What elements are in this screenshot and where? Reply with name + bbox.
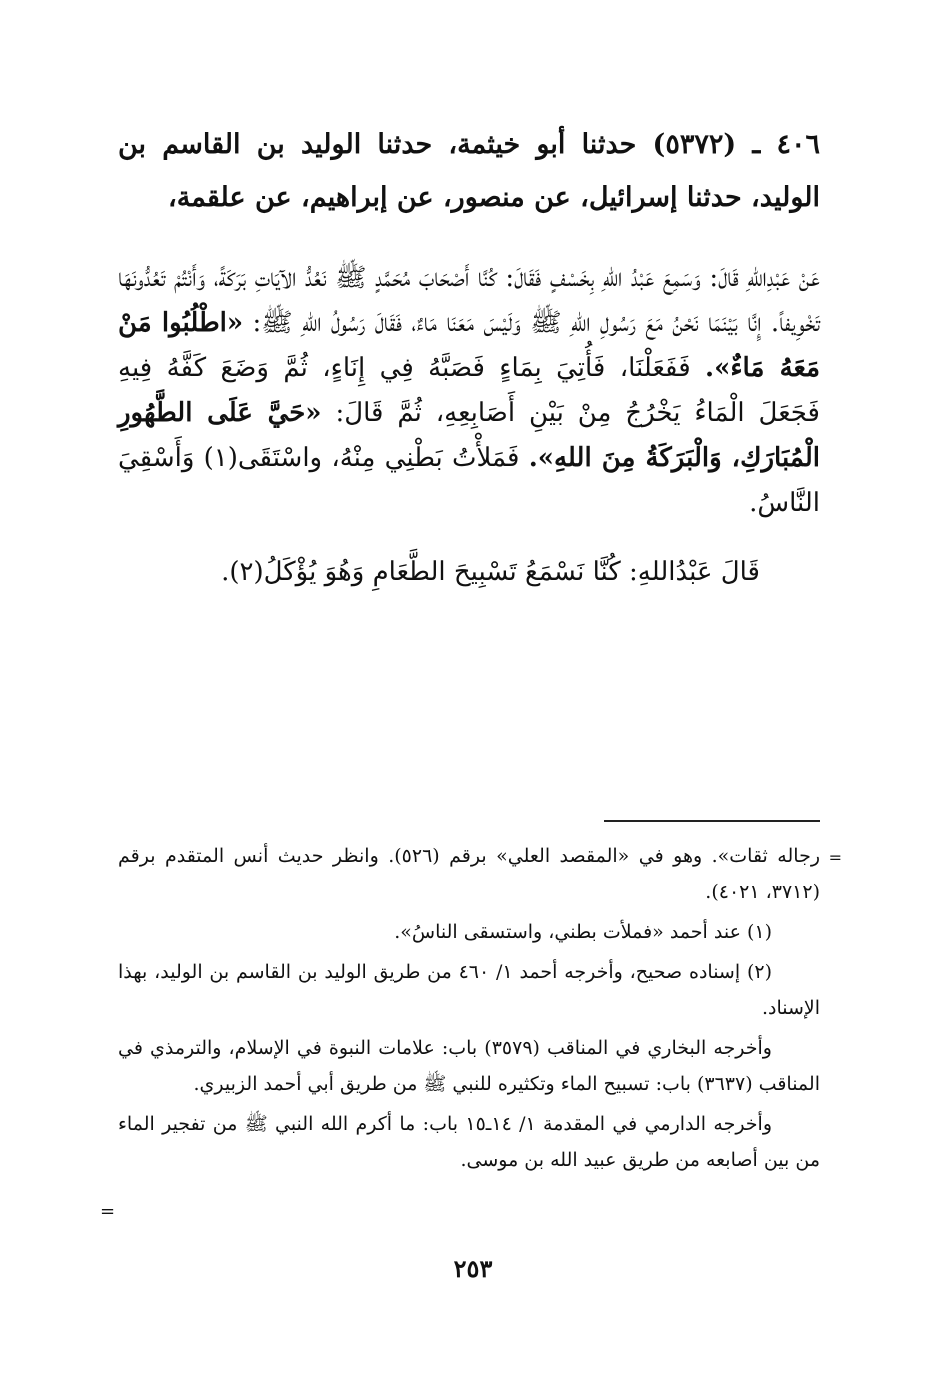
footnote-2: (٢) إسناده صحيح، وأخرجه أحمد ١/ ٤٦٠ من طريق الوليد بن القاسم بن الوليد، بهذا الإسناد.	[118, 961, 820, 1019]
hadith-closing: قَالَ عَبْدُاللهِ: كُنَّا نَسْمَعُ تَسْبِيحَ الطَّعَامِ وَهُوَ يُؤْكَلُ(٢).	[221, 557, 760, 587]
footnote-1: (١) عند أحمد «فملأت بطني، واستسقى الناسُ».	[394, 921, 772, 943]
hadith-isnad: ٤٠٦ ـ (٥٣٧٢) حدثنا أبو خيثمة، حدثنا الوليد بن القاسم بن الوليد، حدثنا إسرائيل، عن منصور، عن إبراهيم، عن علقمة،	[118, 129, 820, 213]
footnote-continues-mark: =	[100, 1201, 116, 1222]
footnotes	[118, 838, 820, 1182]
matn-text-2: فَفَعَلْنَا، فَأُتِيَ بِمَاءٍ فَصَبَّهُ فِي إِنَاءٍ، ثُمَّ وَضَعَ كَفَّهُ فِيهِ فَجَعَلَ الْمَاءُ يَخْرُجُ مِنْ بَيْنِ أَصَابِعِهِ، ثُمَّ قَالَ:	[118, 353, 820, 428]
hadith-matn	[118, 256, 820, 526]
prophet-quote-1: «اطْلُبُوا مَنْ مَعَهُ مَاءٌ».	[118, 308, 820, 383]
matn-text-1: عَنْ عَبْدِاللهِ قَالَ: وَسَمِعَ عَبْدُ اللهِ بِخَسْفٍ فَقَالَ: كُنَّا أَصْحَابَ مُحَمَّدٍ ﷺ نَعُدُّ الآيَاتِ بَرَكَةً، وَأَنْتُمْ تَعُدُّونَهَا تَخْوِيفاً. إِنَّا بَيْنَمَا نَحْنُ مَعَ رَسُولِ اللهِ ﷺ وَلَيْسَ مَعَنَا مَاءٌ، فَقَالَ رَسُولُ اللهِ ﷺ:	[118, 263, 821, 338]
footnote-carryover: رجاله ثقات». وهو في «المقصد العلي» برقم (٥٢٦). وانظر حديث أنس المتقدم برقم (٣٧١٢، ٤٠٢١).	[118, 845, 820, 903]
page-body	[118, 118, 820, 594]
footnote-continuation-mark: =	[828, 848, 842, 867]
page-number: ٢٥٣	[453, 1254, 493, 1283]
footnote-separator	[604, 820, 820, 822]
footnote-2-cont-1: وأخرجه البخاري في المناقب (٣٥٧٩) باب: علامات النبوة في الإسلام، والترمذي في المناقب (٣٦٣٧) باب: تسبيح الماء وتكثيره للنبي ﷺ من طريق أبي أحمد الزبيري.	[118, 1037, 820, 1095]
prophet-quote-2: «حَيَّ عَلَى الطَّهُورِ الْمُبَارَكِ، وَالْبَرَكَةُ مِنَ اللهِ».	[118, 398, 820, 473]
footnote-2-cont-2: وأخرجه الدارمي في المقدمة ١/ ١٤ـ١٥ باب: ما أكرم الله النبي ﷺ من تفجير الماء من بين أصابعه من طريق عبيد الله بن موسى.	[118, 1113, 820, 1171]
matn-text-3: فَمَلأْتُ بَطْنِي مِنْهُ، واسْتَقَى(١) وَأَسْقِيَ النَّاسُ.	[118, 443, 820, 518]
